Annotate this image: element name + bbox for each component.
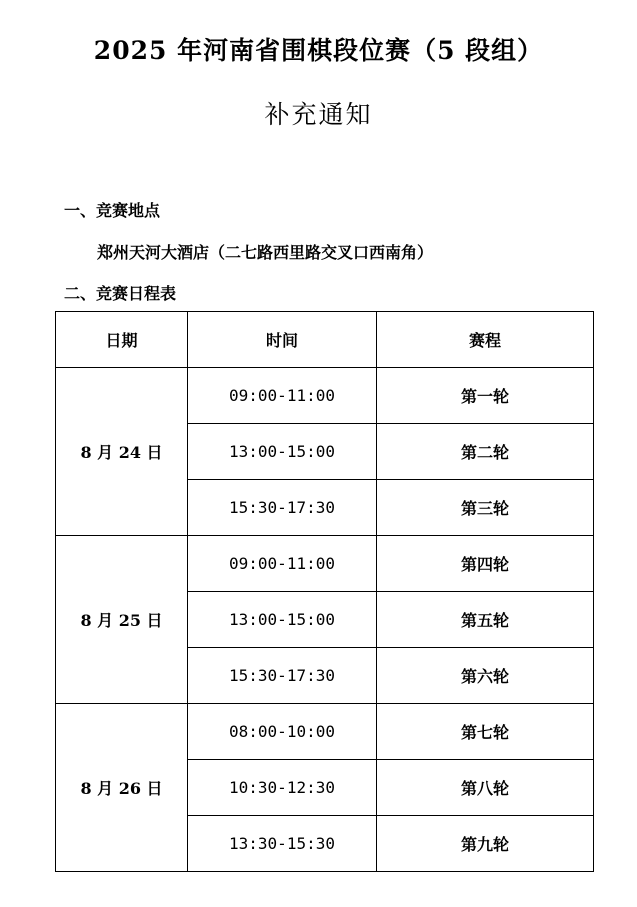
round-cell: 第五轮 [377, 592, 594, 648]
table-header-row [56, 312, 594, 368]
table-row [56, 368, 594, 424]
round-cell: 第九轮 [377, 816, 594, 872]
document-title: 2025 年河南省围棋段位赛（5 段组） [93, 36, 544, 65]
time-cell: 15:30-17:30 [188, 648, 377, 704]
time-cell: 13:30-15:30 [188, 816, 377, 872]
time-cell: 15:30-17:30 [188, 480, 377, 536]
venue-text: 郑州天河大酒店（二七路西里路交叉口西南角） [97, 243, 434, 262]
venue-heading: 一、竞赛地点 [64, 201, 161, 220]
date-cell: 8 月 26 日 [56, 704, 188, 872]
round-cell: 第二轮 [377, 424, 594, 480]
header-round: 赛程 [377, 312, 594, 368]
header-time: 时间 [188, 312, 377, 368]
round-cell: 第四轮 [377, 536, 594, 592]
table-row [56, 536, 594, 592]
date-cell: 8 月 25 日 [56, 536, 188, 704]
schedule-table [55, 311, 594, 872]
table-row [56, 704, 594, 760]
round-cell: 第八轮 [377, 760, 594, 816]
round-cell: 第三轮 [377, 480, 594, 536]
schedule-heading: 二、竞赛日程表 [64, 284, 177, 303]
time-cell: 08:00-10:00 [188, 704, 377, 760]
document-subtitle: 补充通知 [264, 100, 373, 129]
round-cell: 第一轮 [377, 368, 594, 424]
round-cell: 第七轮 [377, 704, 594, 760]
time-cell: 13:00-15:00 [188, 592, 377, 648]
time-cell: 10:30-12:30 [188, 760, 377, 816]
header-date: 日期 [56, 312, 188, 368]
round-cell: 第六轮 [377, 648, 594, 704]
date-cell: 8 月 24 日 [56, 368, 188, 536]
time-cell: 09:00-11:00 [188, 368, 377, 424]
time-cell: 13:00-15:00 [188, 424, 377, 480]
time-cell: 09:00-11:00 [188, 536, 377, 592]
